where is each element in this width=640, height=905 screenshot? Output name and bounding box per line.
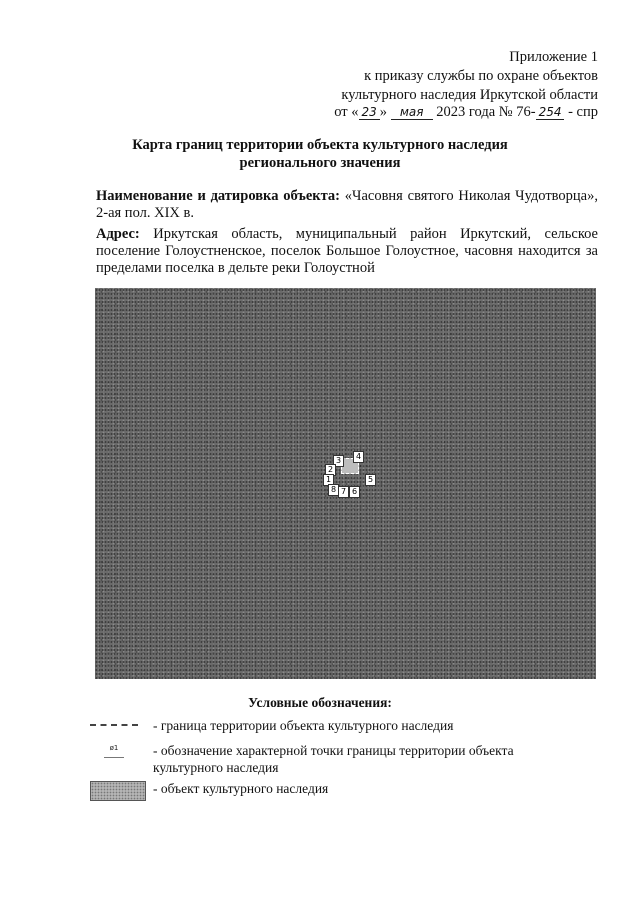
boundary-point-1: 1 [323, 474, 334, 486]
appendix-label: Приложение 1 [509, 49, 598, 65]
point-marker-symbol: ø1 [104, 743, 124, 758]
object-address-value: Иркутская область, муниципальный район Иркутский, сельское поселение Голоустненское, поселок Большое Голоустное, часовня находится за пределами поселка в дельте реки Голоустной [96, 226, 598, 276]
legend-title: Условные обозначения: [248, 695, 392, 710]
handwritten-month: мая [391, 105, 433, 120]
boundary-line-symbol [90, 724, 138, 726]
title-line-1: Карта границ территории объекта культурного наследия [132, 137, 508, 153]
object-name [96, 188, 598, 222]
order-date-number [334, 103, 598, 122]
boundary-point-5: 5 [365, 474, 376, 486]
title-line-2: регионального значения [239, 155, 401, 171]
boundary-point-8: 8 [328, 484, 339, 496]
date-mid: » [379, 104, 388, 120]
order-authority: культурного наследия Иркутской области [341, 87, 598, 103]
object-name-value: «Часовня святого Николая Чудотворца», 2-ая пол. XIX в. [96, 188, 598, 221]
date-suffix: - спр [564, 104, 598, 120]
order-reference: к приказу службы по охране объектов [364, 68, 598, 84]
date-prefix: от « [334, 104, 359, 120]
handwritten-day: 23 [359, 105, 380, 120]
handwritten-number: 254 [536, 105, 565, 120]
legend-boundary-text: - граница территории объекта культурного наследия [153, 718, 454, 733]
page-title [0, 136, 640, 172]
heritage-area-symbol [90, 781, 146, 801]
legend-point-text: - обозначение характерной точки границы территории объекта культурного наследия [153, 743, 514, 775]
boundary-point-3: 3 [333, 455, 344, 467]
boundary-point-6: 6 [349, 486, 360, 498]
boundary-point-4: 4 [353, 451, 364, 463]
object-address-label: Адрес: [96, 226, 140, 242]
date-year: 2023 года № 76- [436, 104, 536, 120]
object-address [96, 226, 598, 277]
legend-area-text: - объект культурного наследия [153, 781, 329, 796]
object-name-label: Наименование и датировка объекта: [96, 188, 340, 204]
boundary-map [95, 288, 596, 679]
boundary-point-2: 2 [325, 464, 336, 476]
boundary-point-7: 7 [338, 486, 349, 498]
